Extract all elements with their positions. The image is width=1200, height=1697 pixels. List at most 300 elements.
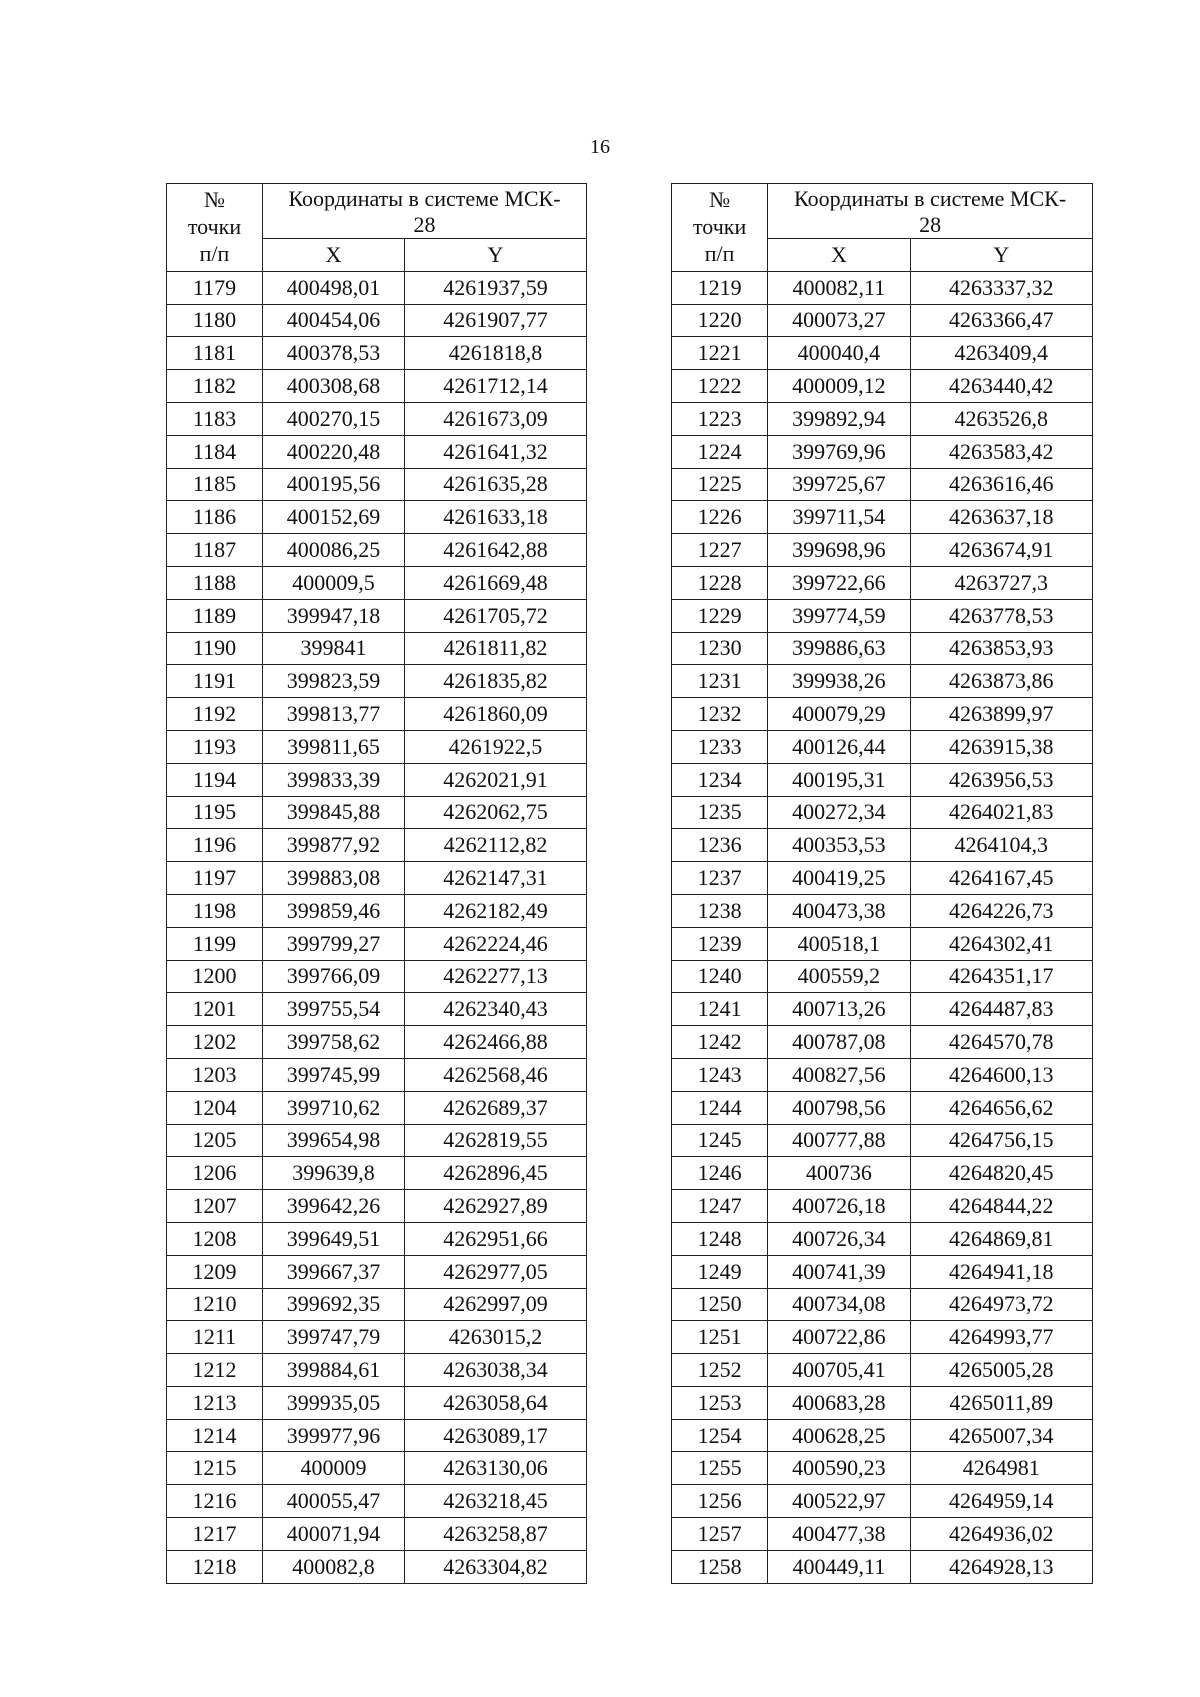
y-coordinate-cell: 4264756,15 (910, 1124, 1092, 1157)
y-coordinate-cell: 4261937,59 (405, 271, 587, 304)
point-number-cell: 1243 (672, 1058, 768, 1091)
x-coordinate-cell: 400195,31 (768, 763, 910, 796)
table-row (167, 1222, 587, 1255)
y-coordinate-cell: 4263637,18 (910, 501, 1092, 534)
x-coordinate-cell: 399698,96 (768, 534, 910, 567)
x-coordinate-cell: 399947,18 (263, 599, 405, 632)
table-row (672, 370, 1093, 403)
table-row (672, 468, 1093, 501)
x-coordinate-cell: 400126,44 (768, 730, 910, 763)
table-row (167, 1026, 587, 1059)
table-row (167, 1518, 587, 1551)
table-row (672, 763, 1093, 796)
point-number-cell: 1246 (672, 1157, 768, 1190)
y-coordinate-cell: 4262147,31 (405, 862, 587, 895)
point-number-cell: 1180 (167, 304, 263, 337)
point-number-cell: 1198 (167, 894, 263, 927)
table-row (167, 435, 587, 468)
table-row (167, 370, 587, 403)
y-coordinate-cell: 4261705,72 (405, 599, 587, 632)
table-row (672, 599, 1093, 632)
point-number-cell: 1212 (167, 1354, 263, 1387)
x-coordinate-cell: 400220,48 (263, 435, 405, 468)
page-number: 16 (590, 136, 610, 158)
table-row (167, 960, 587, 993)
y-coordinate-cell: 4264570,78 (910, 1026, 1092, 1059)
point-number-cell: 1231 (672, 665, 768, 698)
table-row (672, 1026, 1093, 1059)
table-row (672, 1354, 1093, 1387)
point-number-cell: 1185 (167, 468, 263, 501)
point-number-cell: 1194 (167, 763, 263, 796)
coordinates-header: Координаты в системе МСК- 28 (768, 184, 1093, 239)
point-number-cell: 1191 (167, 665, 263, 698)
point-number-cell: 1227 (672, 534, 768, 567)
table-row (672, 337, 1093, 370)
y-coordinate-cell: 4263526,8 (910, 402, 1092, 435)
point-number-cell: 1193 (167, 730, 263, 763)
y-coordinate-cell: 4261633,18 (405, 501, 587, 534)
y-coordinate-cell: 4261907,77 (405, 304, 587, 337)
table-row (167, 894, 587, 927)
x-coordinate-cell: 399883,08 (263, 862, 405, 895)
point-number-cell: 1255 (672, 1452, 768, 1485)
point-number-cell: 1211 (167, 1321, 263, 1354)
table-row (672, 894, 1093, 927)
table-row (672, 304, 1093, 337)
point-number-cell: 1207 (167, 1190, 263, 1223)
point-number-cell: 1195 (167, 796, 263, 829)
y-coordinate-cell: 4262568,46 (405, 1058, 587, 1091)
coordinates-table-left (166, 183, 587, 1584)
point-number-cell: 1210 (167, 1288, 263, 1321)
y-coordinate-cell: 4264021,83 (910, 796, 1092, 829)
point-number-cell: 1192 (167, 698, 263, 731)
x-coordinate-cell: 399758,62 (263, 1026, 405, 1059)
point-number-cell: 1219 (672, 271, 768, 304)
x-coordinate-cell: 400722,86 (768, 1321, 910, 1354)
x-coordinate-cell: 400270,15 (263, 402, 405, 435)
y-coordinate-cell: 4264104,3 (910, 829, 1092, 862)
table-row (672, 1419, 1093, 1452)
table-row (167, 534, 587, 567)
x-coordinate-cell: 400726,34 (768, 1222, 910, 1255)
point-number-cell: 1232 (672, 698, 768, 731)
y-coordinate-cell: 4264351,17 (910, 960, 1092, 993)
table-row (672, 796, 1093, 829)
x-coordinate-cell: 400522,97 (768, 1485, 910, 1518)
x-coordinate-cell: 400378,53 (263, 337, 405, 370)
table-row (167, 993, 587, 1026)
point-number-cell: 1209 (167, 1255, 263, 1288)
y-coordinate-cell: 4261642,88 (405, 534, 587, 567)
x-coordinate-cell: 400449,11 (768, 1550, 910, 1583)
x-coordinate-cell: 400079,29 (768, 698, 910, 731)
y-coordinate-cell: 4261673,09 (405, 402, 587, 435)
x-coordinate-cell: 400073,27 (768, 304, 910, 337)
x-coordinate-cell: 399711,54 (768, 501, 910, 534)
table-row (167, 1386, 587, 1419)
y-coordinate-cell: 4261922,5 (405, 730, 587, 763)
table-row (167, 1091, 587, 1124)
table-row (167, 501, 587, 534)
y-column-header: Y (405, 239, 587, 272)
point-number-cell: 1218 (167, 1550, 263, 1583)
x-coordinate-cell: 399642,26 (263, 1190, 405, 1223)
x-coordinate-cell: 399799,27 (263, 927, 405, 960)
point-number-cell: 1197 (167, 862, 263, 895)
point-number-header: № точки п/п (167, 184, 263, 272)
x-coordinate-cell: 399639,8 (263, 1157, 405, 1190)
point-number-cell: 1189 (167, 599, 263, 632)
y-coordinate-cell: 4263218,45 (405, 1485, 587, 1518)
table-row (167, 599, 587, 632)
table-row (672, 829, 1093, 862)
table-row (167, 1157, 587, 1190)
x-coordinate-cell: 400009,5 (263, 566, 405, 599)
x-coordinate-cell: 399710,62 (263, 1091, 405, 1124)
x-coordinate-cell: 400009,12 (768, 370, 910, 403)
table-row (167, 1452, 587, 1485)
table-row (672, 1386, 1093, 1419)
point-number-cell: 1205 (167, 1124, 263, 1157)
point-number-cell: 1214 (167, 1419, 263, 1452)
y-coordinate-cell: 4261811,82 (405, 632, 587, 665)
y-coordinate-cell: 4262997,09 (405, 1288, 587, 1321)
y-coordinate-cell: 4263778,53 (910, 599, 1092, 632)
y-coordinate-cell: 4264302,41 (910, 927, 1092, 960)
x-coordinate-cell: 400827,56 (768, 1058, 910, 1091)
y-coordinate-cell: 4265005,28 (910, 1354, 1092, 1387)
point-number-cell: 1183 (167, 402, 263, 435)
table-row (167, 927, 587, 960)
x-coordinate-cell: 400736 (768, 1157, 910, 1190)
x-coordinate-cell: 400353,53 (768, 829, 910, 862)
table-row (167, 337, 587, 370)
point-number-cell: 1233 (672, 730, 768, 763)
table-row (672, 534, 1093, 567)
x-coordinate-cell: 400272,34 (768, 796, 910, 829)
y-coordinate-cell: 4263583,42 (910, 435, 1092, 468)
point-number-cell: 1215 (167, 1452, 263, 1485)
table-row (167, 1550, 587, 1583)
table-row (672, 993, 1093, 1026)
x-coordinate-cell: 399938,26 (768, 665, 910, 698)
x-coordinate-cell: 400705,41 (768, 1354, 910, 1387)
x-coordinate-cell: 400741,39 (768, 1255, 910, 1288)
point-number-cell: 1241 (672, 993, 768, 1026)
y-coordinate-cell: 4262819,55 (405, 1124, 587, 1157)
y-coordinate-cell: 4263366,47 (910, 304, 1092, 337)
y-coordinate-cell: 4263440,42 (910, 370, 1092, 403)
x-coordinate-cell: 400726,18 (768, 1190, 910, 1223)
table-row (672, 271, 1093, 304)
table-row (167, 566, 587, 599)
y-coordinate-cell: 4261641,32 (405, 435, 587, 468)
table-row (167, 1419, 587, 1452)
x-coordinate-cell: 399823,59 (263, 665, 405, 698)
point-number-cell: 1208 (167, 1222, 263, 1255)
point-number-cell: 1213 (167, 1386, 263, 1419)
point-number-cell: 1229 (672, 599, 768, 632)
y-coordinate-cell: 4263727,3 (910, 566, 1092, 599)
x-coordinate-cell: 399692,35 (263, 1288, 405, 1321)
table-row (672, 698, 1093, 731)
point-number-cell: 1179 (167, 271, 263, 304)
point-number-cell: 1251 (672, 1321, 768, 1354)
point-number-cell: 1223 (672, 402, 768, 435)
table-row (672, 1255, 1093, 1288)
y-coordinate-cell: 4262277,13 (405, 960, 587, 993)
table-row (672, 501, 1093, 534)
y-coordinate-cell: 4264993,77 (910, 1321, 1092, 1354)
point-number-cell: 1258 (672, 1550, 768, 1583)
y-coordinate-cell: 4261712,14 (405, 370, 587, 403)
point-number-cell: 1249 (672, 1255, 768, 1288)
x-coordinate-cell: 400082,8 (263, 1550, 405, 1583)
y-coordinate-cell: 4263674,91 (910, 534, 1092, 567)
y-coordinate-cell: 4264973,72 (910, 1288, 1092, 1321)
point-number-cell: 1237 (672, 862, 768, 895)
table-row (167, 402, 587, 435)
y-coordinate-cell: 4262112,82 (405, 829, 587, 862)
y-coordinate-cell: 4264928,13 (910, 1550, 1092, 1583)
point-number-cell: 1186 (167, 501, 263, 534)
point-number-cell: 1187 (167, 534, 263, 567)
table-row (672, 1485, 1093, 1518)
point-number-cell: 1217 (167, 1518, 263, 1551)
y-coordinate-cell: 4262896,45 (405, 1157, 587, 1190)
y-coordinate-cell: 4263337,32 (910, 271, 1092, 304)
point-number-cell: 1222 (672, 370, 768, 403)
table-row (672, 1321, 1093, 1354)
x-coordinate-cell: 399725,67 (768, 468, 910, 501)
point-number-cell: 1230 (672, 632, 768, 665)
point-number-cell: 1253 (672, 1386, 768, 1419)
point-number-cell: 1201 (167, 993, 263, 1026)
y-coordinate-cell: 4264600,13 (910, 1058, 1092, 1091)
point-number-cell: 1250 (672, 1288, 768, 1321)
y-coordinate-cell: 4264820,45 (910, 1157, 1092, 1190)
point-number-cell: 1181 (167, 337, 263, 370)
y-coordinate-cell: 4263899,97 (910, 698, 1092, 731)
x-coordinate-cell: 400040,4 (768, 337, 910, 370)
table-row (167, 468, 587, 501)
point-number-cell: 1244 (672, 1091, 768, 1124)
table-row (672, 927, 1093, 960)
x-coordinate-cell: 399892,94 (768, 402, 910, 435)
x-coordinate-cell: 399745,99 (263, 1058, 405, 1091)
x-coordinate-cell: 400473,38 (768, 894, 910, 927)
x-coordinate-cell: 400734,08 (768, 1288, 910, 1321)
x-column-header: X (768, 239, 910, 272)
x-coordinate-cell: 399654,98 (263, 1124, 405, 1157)
table-row (167, 1321, 587, 1354)
x-coordinate-cell: 400082,11 (768, 271, 910, 304)
point-number-cell: 1242 (672, 1026, 768, 1059)
table-row (167, 1190, 587, 1223)
y-coordinate-cell: 4262951,66 (405, 1222, 587, 1255)
table-row (167, 698, 587, 731)
x-coordinate-cell: 399811,65 (263, 730, 405, 763)
point-number-cell: 1225 (672, 468, 768, 501)
table-row (167, 1255, 587, 1288)
point-number-cell: 1204 (167, 1091, 263, 1124)
point-number-cell: 1238 (672, 894, 768, 927)
point-number-cell: 1220 (672, 304, 768, 337)
table-row (672, 402, 1093, 435)
point-number-cell: 1256 (672, 1485, 768, 1518)
y-coordinate-cell: 4264941,18 (910, 1255, 1092, 1288)
x-coordinate-cell: 399977,96 (263, 1419, 405, 1452)
y-coordinate-cell: 4261635,28 (405, 468, 587, 501)
x-coordinate-cell: 400454,06 (263, 304, 405, 337)
table-row (672, 1222, 1093, 1255)
y-coordinate-cell: 4264981 (910, 1452, 1092, 1485)
x-coordinate-cell: 399649,51 (263, 1222, 405, 1255)
y-coordinate-cell: 4263015,2 (405, 1321, 587, 1354)
point-number-cell: 1199 (167, 927, 263, 960)
y-coordinate-cell: 4264226,73 (910, 894, 1092, 927)
point-number-cell: 1190 (167, 632, 263, 665)
table-row (167, 1485, 587, 1518)
table-row (167, 304, 587, 337)
y-coordinate-cell: 4262689,37 (405, 1091, 587, 1124)
x-coordinate-cell: 399935,05 (263, 1386, 405, 1419)
point-number-cell: 1202 (167, 1026, 263, 1059)
x-coordinate-cell: 400477,38 (768, 1518, 910, 1551)
x-coordinate-cell: 400518,1 (768, 927, 910, 960)
x-coordinate-cell: 399667,37 (263, 1255, 405, 1288)
y-coordinate-cell: 4263304,82 (405, 1550, 587, 1583)
table-row (672, 1452, 1093, 1485)
coordinates-header: Координаты в системе МСК- 28 (263, 184, 587, 239)
x-coordinate-cell: 399833,39 (263, 763, 405, 796)
y-coordinate-cell: 4263130,06 (405, 1452, 587, 1485)
y-coordinate-cell: 4264936,02 (910, 1518, 1092, 1551)
x-coordinate-cell: 400628,25 (768, 1419, 910, 1452)
x-coordinate-cell: 400195,56 (263, 468, 405, 501)
y-column-header: Y (910, 239, 1092, 272)
x-column-header: X (263, 239, 405, 272)
y-coordinate-cell: 4263853,93 (910, 632, 1092, 665)
point-number-cell: 1216 (167, 1485, 263, 1518)
table-row (167, 1354, 587, 1387)
y-coordinate-cell: 4264844,22 (910, 1190, 1092, 1223)
table-row (167, 632, 587, 665)
point-number-cell: 1248 (672, 1222, 768, 1255)
point-number-cell: 1226 (672, 501, 768, 534)
y-coordinate-cell: 4263089,17 (405, 1419, 587, 1452)
y-coordinate-cell: 4263616,46 (910, 468, 1092, 501)
table-row (167, 1058, 587, 1091)
point-number-cell: 1228 (672, 566, 768, 599)
x-coordinate-cell: 400683,28 (768, 1386, 910, 1419)
point-number-cell: 1196 (167, 829, 263, 862)
point-number-cell: 1184 (167, 435, 263, 468)
table-row (672, 435, 1093, 468)
point-number-cell: 1252 (672, 1354, 768, 1387)
x-coordinate-cell: 400787,08 (768, 1026, 910, 1059)
x-coordinate-cell: 400777,88 (768, 1124, 910, 1157)
x-coordinate-cell: 399774,59 (768, 599, 910, 632)
y-coordinate-cell: 4262182,49 (405, 894, 587, 927)
table-row (167, 665, 587, 698)
point-number-cell: 1206 (167, 1157, 263, 1190)
x-coordinate-cell: 399747,79 (263, 1321, 405, 1354)
y-coordinate-cell: 4262927,89 (405, 1190, 587, 1223)
y-coordinate-cell: 4262062,75 (405, 796, 587, 829)
table-row (672, 1124, 1093, 1157)
y-coordinate-cell: 4263058,64 (405, 1386, 587, 1419)
table-row (167, 829, 587, 862)
x-coordinate-cell: 399722,66 (768, 566, 910, 599)
point-number-cell: 1188 (167, 566, 263, 599)
y-coordinate-cell: 4265007,34 (910, 1419, 1092, 1452)
y-coordinate-cell: 4263915,38 (910, 730, 1092, 763)
point-number-cell: 1221 (672, 337, 768, 370)
table-row (672, 960, 1093, 993)
table-row (672, 730, 1093, 763)
x-coordinate-cell: 400086,25 (263, 534, 405, 567)
y-coordinate-cell: 4264487,83 (910, 993, 1092, 1026)
point-number-cell: 1235 (672, 796, 768, 829)
y-coordinate-cell: 4264869,81 (910, 1222, 1092, 1255)
y-coordinate-cell: 4262340,43 (405, 993, 587, 1026)
table-row (672, 566, 1093, 599)
y-coordinate-cell: 4262466,88 (405, 1026, 587, 1059)
x-coordinate-cell: 400419,25 (768, 862, 910, 895)
x-coordinate-cell: 400559,2 (768, 960, 910, 993)
point-number-cell: 1254 (672, 1419, 768, 1452)
table-row (672, 1091, 1093, 1124)
y-coordinate-cell: 4263038,34 (405, 1354, 587, 1387)
x-coordinate-cell: 399813,77 (263, 698, 405, 731)
y-coordinate-cell: 4262021,91 (405, 763, 587, 796)
table-row (167, 763, 587, 796)
y-coordinate-cell: 4263956,53 (910, 763, 1092, 796)
table-row (167, 796, 587, 829)
table-row (672, 1288, 1093, 1321)
point-number-cell: 1236 (672, 829, 768, 862)
x-coordinate-cell: 400498,01 (263, 271, 405, 304)
x-coordinate-cell: 399769,96 (768, 435, 910, 468)
x-coordinate-cell: 399841 (263, 632, 405, 665)
coordinates-table-right (671, 183, 1093, 1584)
y-coordinate-cell: 4261818,8 (405, 337, 587, 370)
y-coordinate-cell: 4261669,48 (405, 566, 587, 599)
point-number-cell: 1247 (672, 1190, 768, 1223)
table-row (672, 862, 1093, 895)
x-coordinate-cell: 399886,63 (768, 632, 910, 665)
x-coordinate-cell: 399845,88 (263, 796, 405, 829)
x-coordinate-cell: 400590,23 (768, 1452, 910, 1485)
y-coordinate-cell: 4264167,45 (910, 862, 1092, 895)
x-coordinate-cell: 399877,92 (263, 829, 405, 862)
y-coordinate-cell: 4264656,62 (910, 1091, 1092, 1124)
table-row (167, 862, 587, 895)
y-coordinate-cell: 4262224,46 (405, 927, 587, 960)
point-number-cell: 1245 (672, 1124, 768, 1157)
y-coordinate-cell: 4264959,14 (910, 1485, 1092, 1518)
x-coordinate-cell: 400798,56 (768, 1091, 910, 1124)
table-row (672, 1518, 1093, 1551)
y-coordinate-cell: 4261860,09 (405, 698, 587, 731)
point-number-cell: 1200 (167, 960, 263, 993)
x-coordinate-cell: 399766,09 (263, 960, 405, 993)
x-coordinate-cell: 400055,47 (263, 1485, 405, 1518)
table-row (672, 1550, 1093, 1583)
